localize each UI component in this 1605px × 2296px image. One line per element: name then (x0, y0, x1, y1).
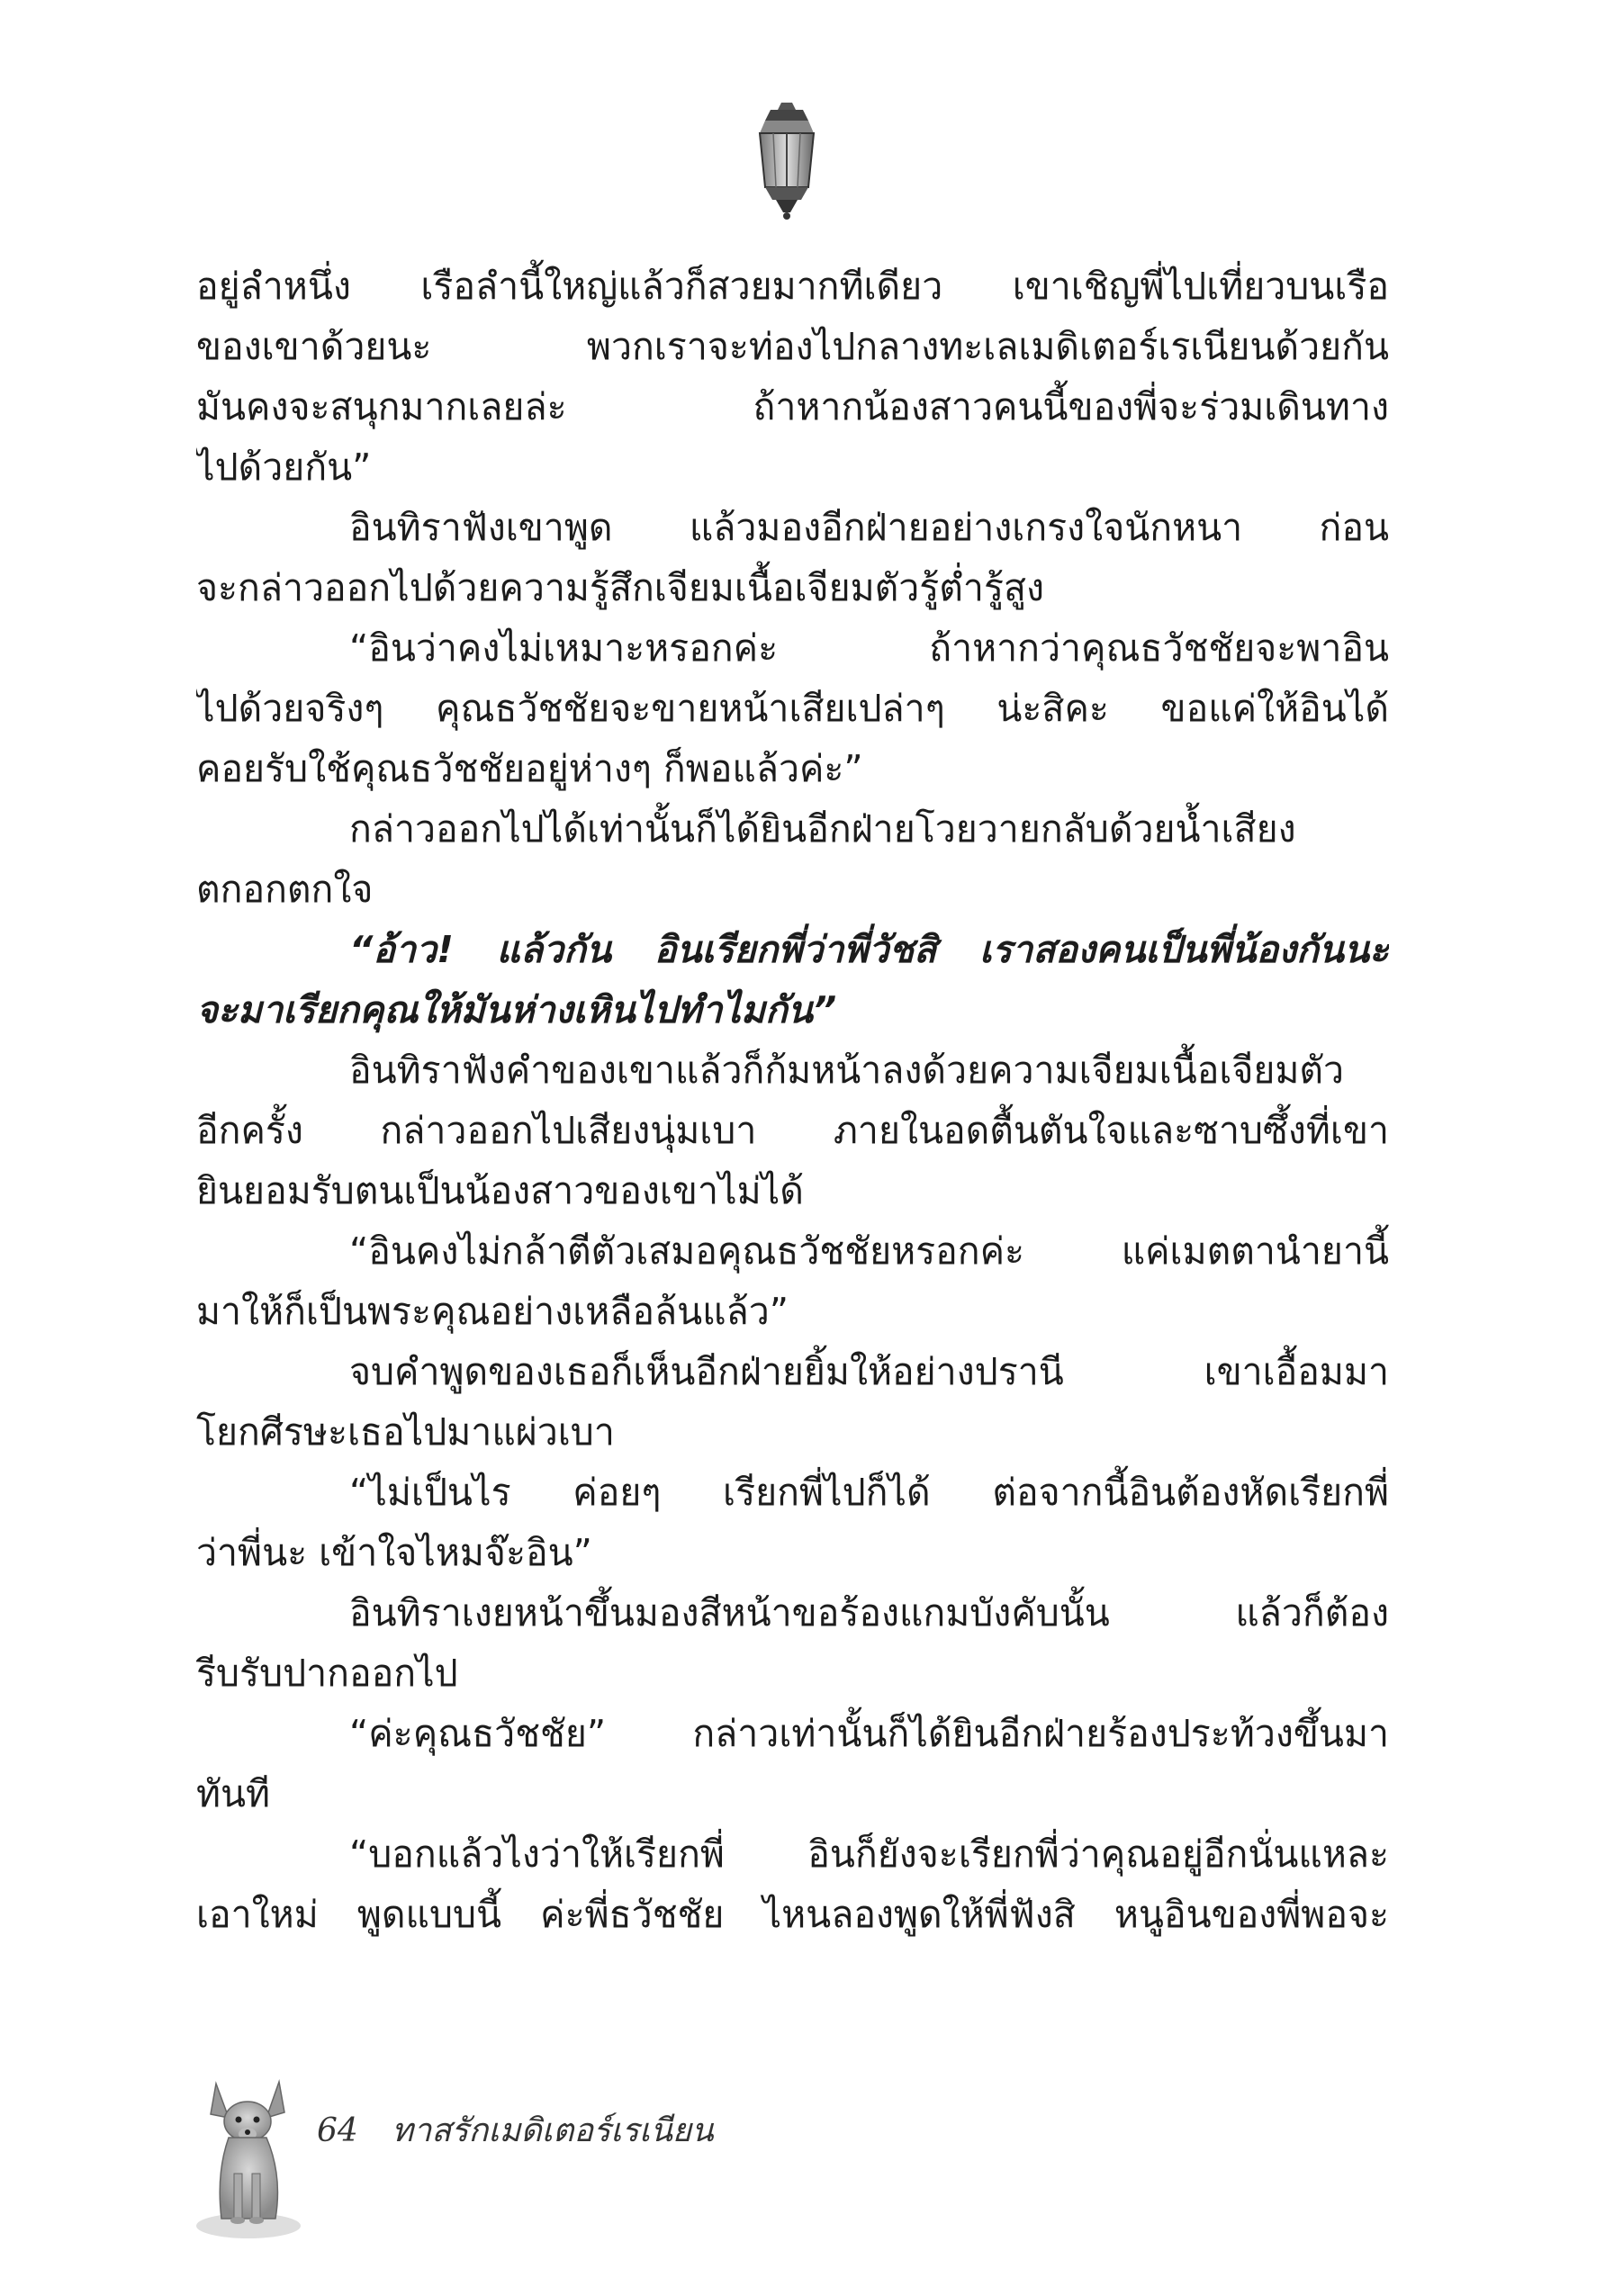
text-line: คอยรับใช้คุณธวัชชัยอยู่ห่างๆ ก็พอแล้วค่ะ” (196, 747, 863, 790)
text-line: กล่าวออกไปได้เท่านั้นก็ได้ยินอีกฝ่ายโวยวายกลับด้วยน้ำเสียง (349, 807, 1296, 851)
text-line: “อ้าว! แล้วกัน อินเรียกพี่ว่าพี่วัชสิ เราสองคนเป็นพี่น้องกันนะ (349, 928, 1389, 971)
text-line: “ค่ะคุณธวัชชัย” กล่าวเท่านั้นก็ได้ยินอีกฝ่ายร้องประท้วงขึ้นมา (349, 1712, 1389, 1755)
text-line: อยู่ลำหนึ่ง เรือลำนี้ใหญ่แล้วก็สวยมากทีเดียว เขาเชิญพี่ไปเที่ยวบนเรือ (196, 265, 1389, 308)
text-line: จบคำพูดของเธอก็เห็นอีกฝ่ายยิ้มให้อย่างปรานี เขาเอื้อมมา (349, 1350, 1389, 1393)
text-line: จะกล่าวออกไปด้วยความรู้สึกเจียมเนื้อเจียมตัวรู้ต่ำรู้สูง (196, 566, 1045, 609)
text-line: “ไม่เป็นไร ค่อยๆ เรียกพี่ไปก็ได้ ต่อจากนี้อินต้องหัดเรียกพี่ (349, 1471, 1389, 1514)
text-line: เอาใหม่ พูดแบบนี้ ค่ะพี่ธวัชชัย ไหนลองพูดให้พี่ฟังสิ หนูอินของพี่พอจะ (196, 1893, 1389, 1936)
text-line: รีบรับปากออกไป (196, 1652, 458, 1695)
lantern-ornament-icon (744, 97, 830, 223)
chihuahua-dog-illustration (189, 2066, 306, 2246)
text-line: อินทิราฟังเขาพูด แล้วมองอีกฝ่ายอย่างเกรงใจนักหนา ก่อน (349, 506, 1389, 549)
text-line: ยินยอมรับตนเป็นน้องสาวของเขาไม่ได้ (196, 1169, 804, 1212)
body-text (196, 257, 1389, 1945)
text-line: ทันที (196, 1772, 271, 1815)
text-line: อินทิราเงยหน้าขึ้นมองสีหน้าขอร้องแกมบังคับนั้น แล้วก็ต้อง (349, 1591, 1389, 1634)
text-line: ว่าพี่นะ เข้าใจไหมจ๊ะอิน” (196, 1531, 592, 1574)
text-line: “บอกแล้วไงว่าให้เรียกพี่ อินก็ยังจะเรียกพี่ว่าคุณอยู่อีกนั่นแหละ (349, 1832, 1389, 1876)
text-line: “อินว่าคงไม่เหมาะหรอกค่ะ ถ้าหากว่าคุณธวัชชัยจะพาอิน (349, 626, 1389, 670)
text-line: อินทิราฟังคำของเขาแล้วก็ก้มหน้าลงด้วยความเจียมเนื้อเจียมตัว (349, 1049, 1345, 1092)
text-line: มันคงจะสนุกมากเลยล่ะ ถ้าหากน้องสาวคนนี้ของพี่จะร่วมเดินทาง (196, 385, 1389, 428)
text-line: จะมาเรียกคุณให้มันห่างเหินไปทำไมกัน” (196, 988, 837, 1031)
text-line: ไปด้วยจริงๆ คุณธวัชชัยจะขายหน้าเสียเปล่าๆ น่ะสิคะ ขอแค่ให้อินได้ (196, 687, 1389, 730)
text-line: โยกศีรษะเธอไปมาแผ่วเบา (196, 1410, 615, 1454)
text-line: อีกครั้ง กล่าวออกไปเสียงนุ่มเบา ภายในอดตื้นตันใจและซาบซึ้งที่เขา (196, 1109, 1389, 1152)
text-line: ไปด้วยกัน” (196, 446, 372, 489)
page-number: 64 (317, 2112, 358, 2149)
text-line: “อินคงไม่กล้าตีตัวเสมอคุณธวัชชัยหรอกค่ะ แค่เมตตานำยานี้ (349, 1229, 1389, 1273)
text-line: ตกอกตกใจ (196, 868, 374, 911)
page-footer (317, 2104, 714, 2156)
text-line: มาให้ก็เป็นพระคุณอย่างเหลือล้นแล้ว” (196, 1290, 789, 1333)
text-line: ของเขาด้วยนะ พวกเราจะท่องไปกลางทะเลเมดิเตอร์เรเนียนด้วยกัน (196, 325, 1389, 368)
book-title: ทาสรักเมดิเตอร์เรเนียน (392, 2112, 714, 2149)
